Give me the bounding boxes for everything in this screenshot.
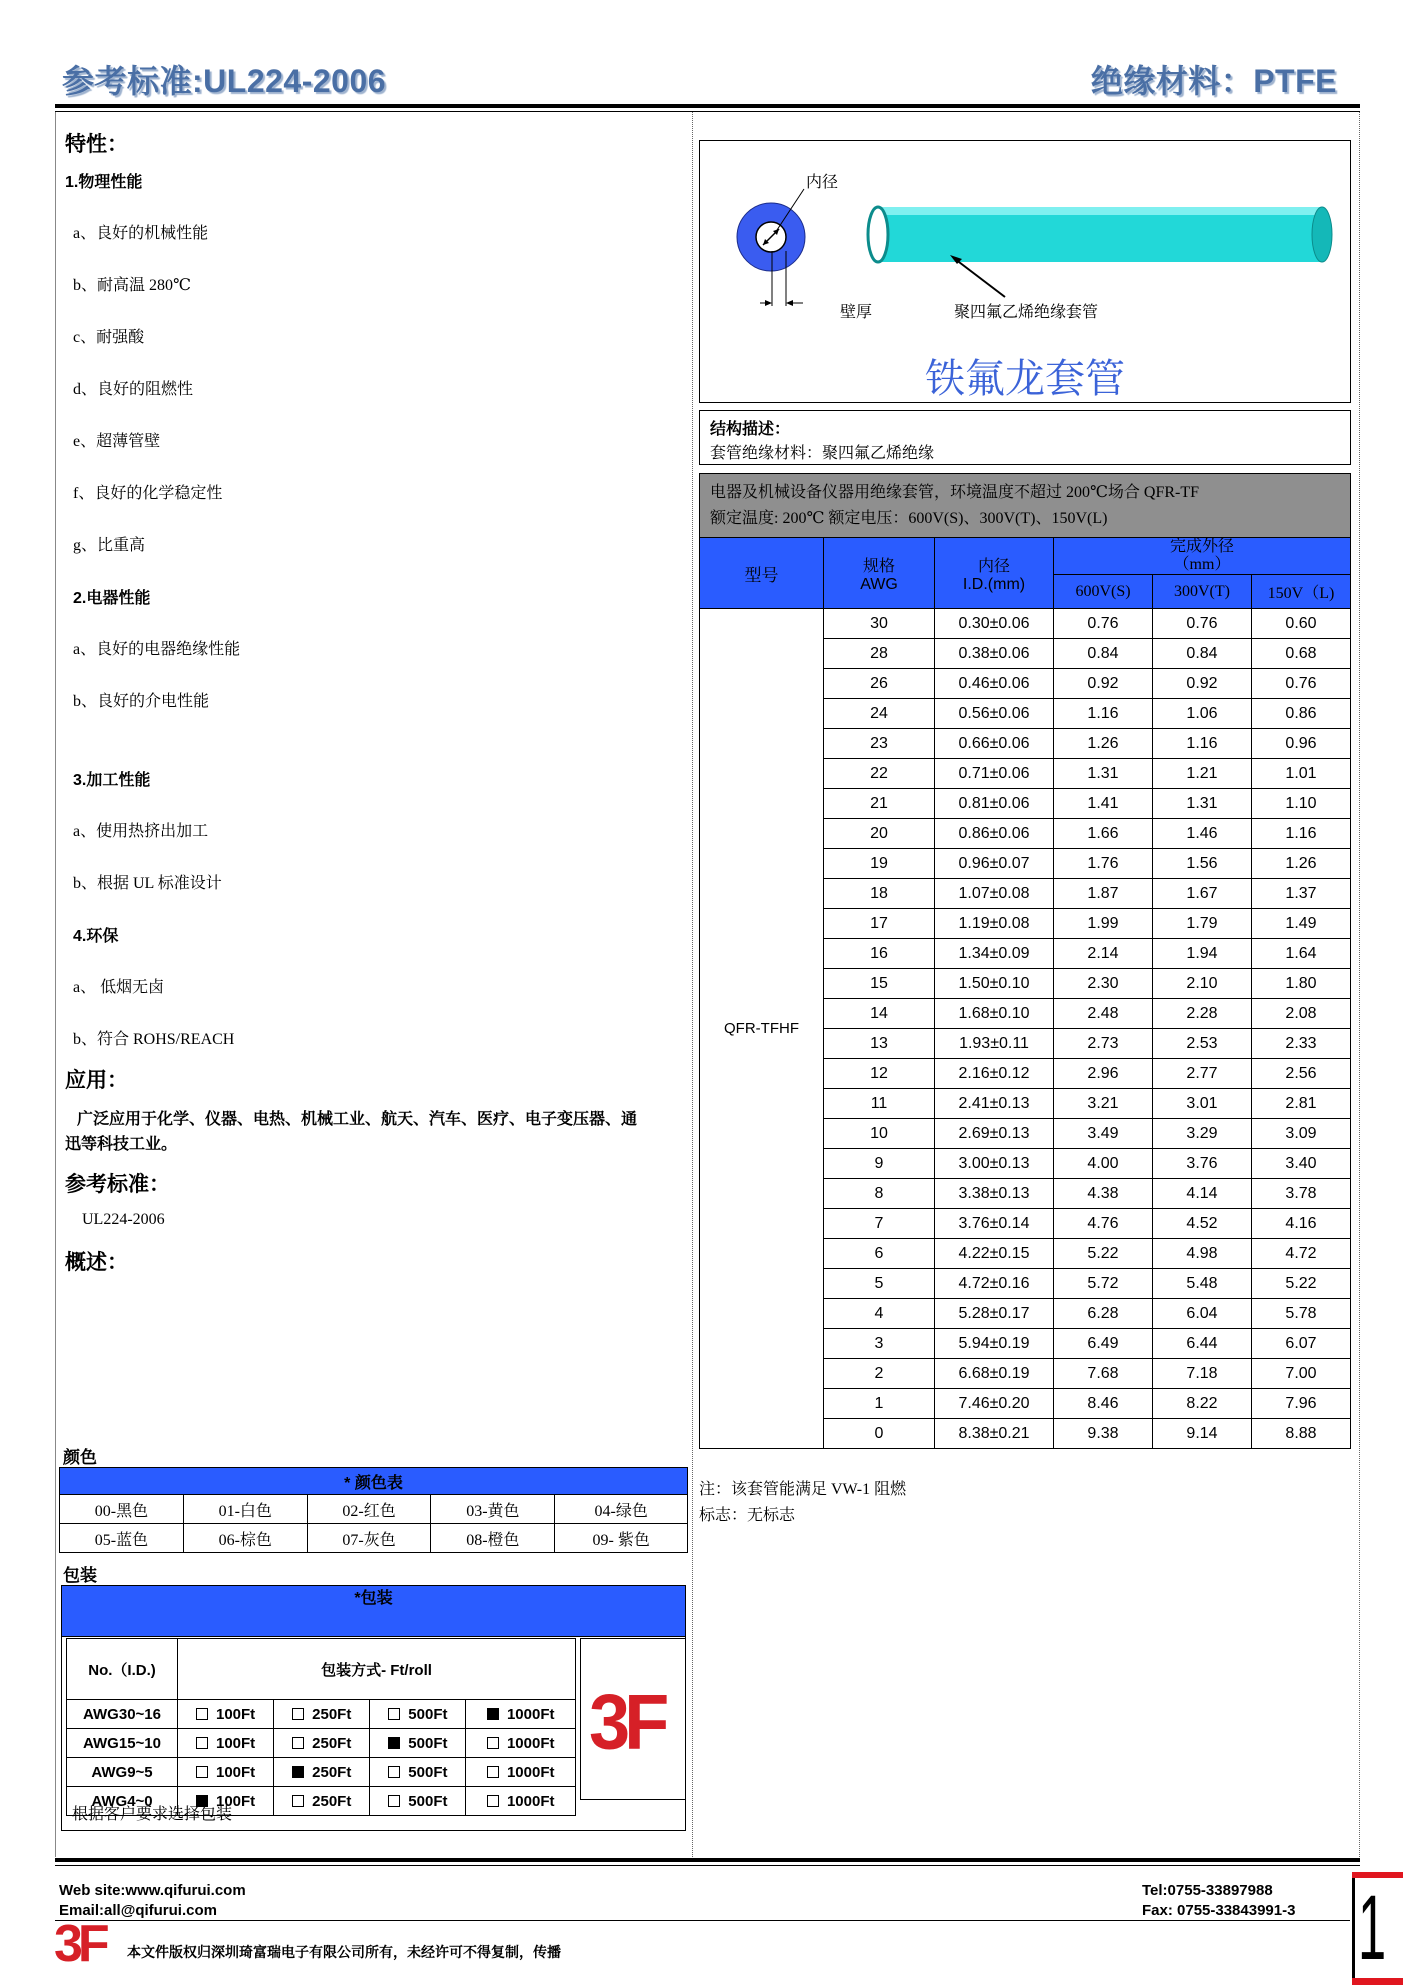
footer-fax: Fax: 0755-33843991-3: [1142, 1902, 1296, 1919]
feature-item: d、良好的阻燃性: [73, 381, 194, 398]
spec-cell: 5.22: [1252, 1269, 1351, 1299]
packaging-option-label: 1000Ft: [506, 1763, 555, 1781]
structure-text: 套管绝缘材料：聚四氟乙烯绝缘: [710, 445, 935, 462]
packaging-option-label: 500Ft: [408, 1734, 448, 1752]
packaging-col-method: 包装方式- Ft/roll: [178, 1639, 576, 1700]
spec-cell: 6.49: [1054, 1329, 1153, 1359]
color-cell: 01-白色: [183, 1495, 307, 1524]
spec-cell: 2.30: [1054, 969, 1153, 999]
spec-cell: 28: [824, 639, 935, 669]
spec-cell: 0.76: [1252, 669, 1351, 699]
spec-cell: 15: [824, 969, 935, 999]
spec-cell: 1.67: [1153, 879, 1252, 909]
spec-cell: 2.08: [1252, 999, 1351, 1029]
spec-header-600v: 600V(S): [1054, 575, 1153, 609]
footer-logo: 3F: [54, 1915, 105, 1973]
label-wall-thickness: 壁厚: [840, 304, 873, 321]
footer-copyright: 本文件版权归深圳琦富瑞电子有限公司所有，未经许可不得复制，传播: [127, 1944, 561, 1960]
spec-header-model: 型号: [700, 538, 824, 609]
structure-box: [699, 410, 1351, 465]
spec-cell: 7.46±0.20: [935, 1389, 1054, 1419]
spec-cell: 4.14: [1153, 1179, 1252, 1209]
spec-cell: 1.31: [1054, 759, 1153, 789]
spec-cell: 0: [824, 1419, 935, 1449]
feature-item: b、符合 ROHS/REACH: [73, 1031, 235, 1048]
spec-cell: 23: [824, 729, 935, 759]
packaging-box: [61, 1585, 686, 1831]
feature-item: a、使用热挤出加工: [73, 823, 209, 840]
spec-cell: 3.76±0.14: [935, 1209, 1054, 1239]
spec-cell: 9: [824, 1149, 935, 1179]
checkbox-unchecked-icon[interactable]: [388, 1708, 400, 1720]
diagram-box: [699, 140, 1351, 403]
packaging-option[interactable]: [178, 1700, 274, 1729]
spec-cell: 1.31: [1153, 789, 1252, 819]
packaging-option[interactable]: [178, 1758, 274, 1787]
spec-header-150v: 150V（L): [1252, 575, 1351, 609]
checkbox-unchecked-icon[interactable]: [196, 1708, 208, 1720]
group-title: 4.环保: [73, 928, 119, 945]
spec-cell: 10: [824, 1119, 935, 1149]
application-text-2: 迅等科技工业。: [65, 1136, 178, 1153]
spec-cell: 1.56: [1153, 849, 1252, 879]
spec-header-od-cn: 完成外径: [1169, 538, 1234, 555]
spec-cell: 3: [824, 1329, 935, 1359]
spec-cell: 0.76: [1054, 609, 1153, 639]
packaging-option-label: 1000Ft: [506, 1792, 555, 1810]
spec-cell: 2: [824, 1359, 935, 1389]
spec-cell: 7.18: [1153, 1359, 1252, 1389]
spec-cell: 4.76: [1054, 1209, 1153, 1239]
packaging-note: 根据客户要求选择包装: [72, 1806, 233, 1823]
spec-cell: 1.94: [1153, 939, 1252, 969]
spec-cell: 0.46±0.06: [935, 669, 1054, 699]
spec-cell: 1.49: [1252, 909, 1351, 939]
spec-header-id-cn: 内径: [977, 557, 1010, 575]
packaging-table: [66, 1638, 576, 1816]
spec-cell: 5: [824, 1269, 935, 1299]
spec-cell: 2.10: [1153, 969, 1252, 999]
spec-cell: 22: [824, 759, 935, 789]
spec-cell: 21: [824, 789, 935, 819]
spec-cell: 3.49: [1054, 1119, 1153, 1149]
spec-cell: 0.68: [1252, 639, 1351, 669]
spec-cell: 5.72: [1054, 1269, 1153, 1299]
feature-item: c、耐强酸: [73, 329, 145, 346]
spec-cell: 2.77: [1153, 1059, 1252, 1089]
spec-cell: 1.01: [1252, 759, 1351, 789]
color-cell: 08-橙色: [431, 1524, 555, 1553]
checkbox-checked-icon[interactable]: [487, 1708, 499, 1720]
packaging-option-label: 250Ft: [312, 1705, 352, 1723]
tube-body: [878, 207, 1322, 262]
spec-cell: 8.46: [1054, 1389, 1153, 1419]
packaging-option-label: 250Ft: [312, 1792, 352, 1810]
label-tube-material: 聚四氟乙烯绝缘套管: [954, 304, 1099, 321]
packaging-range: AWG4~0: [67, 1787, 178, 1816]
overview-title: 概述：: [65, 1251, 128, 1274]
spec-cell: 12: [824, 1059, 935, 1089]
spec-cell: 4.52: [1153, 1209, 1252, 1239]
spec-cell: 0.71±0.06: [935, 759, 1054, 789]
feature-item: e、超薄管壁: [73, 433, 161, 450]
checkbox-unchecked-icon[interactable]: [196, 1766, 208, 1778]
spec-cell: 1.26: [1054, 729, 1153, 759]
feature-item: a、良好的机械性能: [73, 225, 209, 242]
group-title: 3.加工性能: [73, 772, 151, 789]
spec-cell: 5.28±0.17: [935, 1299, 1054, 1329]
spec-cell: 13: [824, 1029, 935, 1059]
header-standard: 参考标准:UL224-2006: [62, 63, 387, 99]
spec-cell: 2.56: [1252, 1059, 1351, 1089]
spec-cell: 0.84: [1054, 639, 1153, 669]
spec-cell: 2.33: [1252, 1029, 1351, 1059]
checkbox-unchecked-icon[interactable]: [292, 1795, 304, 1807]
color-cell: 06-棕色: [183, 1524, 307, 1553]
spec-cell: 2.48: [1054, 999, 1153, 1029]
spec-cell: 11: [824, 1089, 935, 1119]
spec-cell: 1.16: [1252, 819, 1351, 849]
packaging-option[interactable]: [370, 1700, 466, 1729]
spec-header-id-en: I.D.(mm): [962, 575, 1026, 593]
footer-rule-thick: [55, 1858, 1360, 1862]
packaging-option-label: 250Ft: [312, 1763, 352, 1781]
feature-item: g、比重高: [73, 537, 146, 554]
spec-header-awg-en: AWG: [860, 575, 898, 593]
packaging-option-label: 500Ft: [408, 1705, 448, 1723]
spec-cell: 0.86: [1252, 699, 1351, 729]
spec-cell: 8.38±0.21: [935, 1419, 1054, 1449]
spec-cell: 4.16: [1252, 1209, 1351, 1239]
spec-cell: 6.44: [1153, 1329, 1252, 1359]
packaging-option[interactable]: [370, 1787, 466, 1816]
spec-cell: 7.96: [1252, 1389, 1351, 1419]
footer-email: Email:all@qifurui.com: [59, 1902, 217, 1919]
standard-title: 参考标准：: [65, 1173, 170, 1196]
spec-cell: 1.68±0.10: [935, 999, 1054, 1029]
packaging-range: AWG15~10: [67, 1729, 178, 1758]
spec-cell: 4: [824, 1299, 935, 1329]
spec-cell: 6.07: [1252, 1329, 1351, 1359]
footer-rule-thin: [55, 1865, 1360, 1866]
spec-cell: 5.78: [1252, 1299, 1351, 1329]
packaging-option[interactable]: [178, 1729, 274, 1758]
spec-cell: 3.78: [1252, 1179, 1351, 1209]
packaging-row: [67, 1758, 576, 1787]
packaging-option[interactable]: [274, 1758, 370, 1787]
feature-item: f、良好的化学稳定性: [73, 485, 223, 502]
spec-table: [699, 537, 1351, 1449]
color-cell: 05-蓝色: [60, 1524, 184, 1553]
spec-cell: 1.99: [1054, 909, 1153, 939]
packaging-option-label: 100Ft: [215, 1763, 256, 1781]
spec-cell: 9.14: [1153, 1419, 1252, 1449]
spec-model-cell: QFR-TFHF: [700, 609, 824, 1449]
packaging-option-label: 100Ft: [215, 1705, 256, 1723]
color-cell: 09- 紫色: [555, 1524, 688, 1553]
note-flame: 注：该套管能满足 VW-1 阻燃: [699, 1481, 907, 1498]
spec-cell: 2.28: [1153, 999, 1252, 1029]
spec-cell: 9.38: [1054, 1419, 1153, 1449]
spec-cell: 14: [824, 999, 935, 1029]
packaging-option-label: 100Ft: [215, 1792, 256, 1810]
checkbox-checked-icon[interactable]: [292, 1766, 304, 1778]
spec-cell: 1.41: [1054, 789, 1153, 819]
spec-cell: 8.22: [1153, 1389, 1252, 1419]
spec-cell: 2.96: [1054, 1059, 1153, 1089]
structure-title: 结构描述：: [710, 421, 791, 438]
spec-cell: 2.53: [1153, 1029, 1252, 1059]
spec-cell: 5.22: [1054, 1239, 1153, 1269]
footer-divider: [55, 1920, 1350, 1921]
spec-cell: 5.94±0.19: [935, 1329, 1054, 1359]
spec-cell: 3.00±0.13: [935, 1149, 1054, 1179]
spec-cell: 0.76: [1153, 609, 1252, 639]
packaging-logo-cell: [580, 1638, 685, 1800]
spec-cell: 3.21: [1054, 1089, 1153, 1119]
spec-row: [700, 609, 1351, 639]
packaging-option-label: 500Ft: [408, 1763, 448, 1781]
header-rule-thick: [55, 104, 1360, 108]
spec-cell: 1.10: [1252, 789, 1351, 819]
spec-cell: 1.26: [1252, 849, 1351, 879]
group-title: 2.电器性能: [73, 590, 151, 607]
packaging-option-label: 250Ft: [312, 1734, 352, 1752]
spec-cell: 16: [824, 939, 935, 969]
spec-cell: 1.50±0.10: [935, 969, 1054, 999]
spec-cell: 3.38±0.13: [935, 1179, 1054, 1209]
application-text-1: 广泛应用于化学、仪器、电热、机械工业、航天、汽车、医疗、电子变压器、通: [77, 1111, 638, 1128]
spec-cell: 4.22±0.15: [935, 1239, 1054, 1269]
spec-cell: 1.79: [1153, 909, 1252, 939]
spec-cell: 0.60: [1252, 609, 1351, 639]
spec-header-id: [935, 538, 1054, 609]
color-table: [59, 1467, 688, 1553]
color-table-title: * 颜色表: [60, 1468, 688, 1495]
group-title: 1.物理性能: [65, 174, 143, 191]
spec-cell: 4.98: [1153, 1239, 1252, 1269]
spec-cell: 6.28: [1054, 1299, 1153, 1329]
packaging-title: *包装: [62, 1586, 685, 1637]
header-rule-thin: [55, 111, 1360, 112]
spec-cell: 0.30±0.06: [935, 609, 1054, 639]
spec-cell: 4.72±0.16: [935, 1269, 1054, 1299]
checkbox-unchecked-icon[interactable]: [292, 1708, 304, 1720]
spec-cell: 6.68±0.19: [935, 1359, 1054, 1389]
info-box: [699, 473, 1351, 539]
spec-cell: 0.86±0.06: [935, 819, 1054, 849]
feature-item: a、 低烟无卤: [73, 979, 165, 996]
checkbox-unchecked-icon[interactable]: [292, 1737, 304, 1749]
spec-cell: 7.00: [1252, 1359, 1351, 1389]
spec-cell: 0.38±0.06: [935, 639, 1054, 669]
checkbox-unchecked-icon[interactable]: [487, 1795, 499, 1807]
spec-cell: 19: [824, 849, 935, 879]
color-cell: 03-黄色: [431, 1495, 555, 1524]
packaging-section-label: 包装: [63, 1566, 97, 1585]
spec-cell: 8.88: [1252, 1419, 1351, 1449]
checkbox-unchecked-icon[interactable]: [388, 1766, 400, 1778]
spec-cell: 1.80: [1252, 969, 1351, 999]
column-divider: [692, 112, 693, 1857]
spec-cell: 1.66: [1054, 819, 1153, 849]
spec-cell: 1.76: [1054, 849, 1153, 879]
checkbox-unchecked-icon[interactable]: [487, 1766, 499, 1778]
spec-header-300v: 300V(T): [1153, 575, 1252, 609]
info-line-2: 额定温度: 200℃ 额定电压：600V(S)、300V(T)、150V(L): [710, 510, 1108, 527]
packaging-col-no: No.（I.D.): [67, 1639, 178, 1700]
spec-cell: 0.96: [1252, 729, 1351, 759]
checkbox-unchecked-icon[interactable]: [487, 1737, 499, 1749]
page-number: 1: [1358, 1877, 1387, 1979]
spec-cell: 18: [824, 879, 935, 909]
page-number-tab: [1352, 1872, 1403, 1985]
spec-cell: 0.56±0.06: [935, 699, 1054, 729]
spec-cell: 3.01: [1153, 1089, 1252, 1119]
features-title: 特性：: [65, 133, 128, 156]
spec-cell: 7: [824, 1209, 935, 1239]
packaging-option-label: 500Ft: [408, 1792, 448, 1810]
spec-cell: 4.38: [1054, 1179, 1153, 1209]
spec-cell: 0.92: [1054, 669, 1153, 699]
spec-cell: 1.06: [1153, 699, 1252, 729]
label-inner-diameter: 内径: [806, 174, 839, 191]
spec-header-od-unit: （mm）: [1173, 556, 1231, 573]
packaging-range: AWG30~16: [67, 1700, 178, 1729]
standard-value: UL224-2006: [82, 1211, 165, 1228]
packaging-row: [67, 1700, 576, 1729]
packaging-option[interactable]: [370, 1758, 466, 1787]
spec-cell: 0.96±0.07: [935, 849, 1054, 879]
color-section-label: 颜色: [63, 1448, 97, 1467]
frame-left: [55, 112, 56, 1857]
checkbox-unchecked-icon[interactable]: [388, 1795, 400, 1807]
spec-cell: 2.69±0.13: [935, 1119, 1054, 1149]
spec-cell: 0.92: [1153, 669, 1252, 699]
packaging-option[interactable]: [274, 1729, 370, 1758]
packaging-option[interactable]: [466, 1787, 576, 1816]
spec-cell: 6: [824, 1239, 935, 1269]
footer-website: Web site:www.qifurui.com: [59, 1882, 246, 1899]
spec-cell: 1.64: [1252, 939, 1351, 969]
feature-item: b、良好的介电性能: [73, 693, 210, 710]
spec-header-awg: [824, 538, 935, 609]
spec-cell: 4.00: [1054, 1149, 1153, 1179]
packaging-option[interactable]: [466, 1700, 576, 1729]
spec-cell: 3.29: [1153, 1119, 1252, 1149]
spec-cell: 1.07±0.08: [935, 879, 1054, 909]
spec-cell: 3.76: [1153, 1149, 1252, 1179]
packaging-option-label: 1000Ft: [506, 1734, 555, 1752]
feature-item: b、根据 UL 标准设计: [73, 875, 222, 892]
brand-logo: 3F: [589, 1677, 664, 1766]
spec-cell: 1: [824, 1389, 935, 1419]
spec-cell: 8: [824, 1179, 935, 1209]
spec-header-od: [1054, 538, 1351, 575]
header-material: 绝缘材料：PTFE: [1090, 63, 1337, 99]
spec-cell: 6.04: [1153, 1299, 1252, 1329]
application-title: 应用：: [65, 1069, 128, 1092]
spec-cell: 1.87: [1054, 879, 1153, 909]
spec-cell: 1.21: [1153, 759, 1252, 789]
spec-cell: 1.34±0.09: [935, 939, 1054, 969]
spec-cell: 2.73: [1054, 1029, 1153, 1059]
packaging-option[interactable]: [274, 1787, 370, 1816]
diagram-title: 铁氟龙套管: [925, 356, 1125, 401]
feature-item: b、耐高温 280℃: [73, 277, 191, 294]
color-cell: 02-红色: [307, 1495, 431, 1524]
spec-cell: 3.40: [1252, 1149, 1351, 1179]
spec-cell: 2.41±0.13: [935, 1089, 1054, 1119]
color-cell: 04-绿色: [555, 1495, 688, 1524]
frame-right: [1359, 112, 1360, 1857]
footer-tel: Tel:0755-33897988: [1142, 1882, 1273, 1899]
spec-cell: 1.93±0.11: [935, 1029, 1054, 1059]
spec-cell: 0.84: [1153, 639, 1252, 669]
info-line-1: 电器及机械设备仪器用绝缘套管，环境温度不超过 200℃场合 QFR-TF: [710, 484, 1200, 501]
spec-cell: 17: [824, 909, 935, 939]
spec-header-awg-cn: 规格: [862, 557, 895, 575]
spec-cell: 2.16±0.12: [935, 1059, 1054, 1089]
spec-cell: 1.37: [1252, 879, 1351, 909]
packaging-option[interactable]: [466, 1758, 576, 1787]
packaging-option[interactable]: [370, 1729, 466, 1758]
packaging-range: AWG9~5: [67, 1758, 178, 1787]
packaging-row: [67, 1729, 576, 1758]
packaging-option-label: 1000Ft: [506, 1705, 555, 1723]
spec-cell: 0.81±0.06: [935, 789, 1054, 819]
spec-cell: 5.48: [1153, 1269, 1252, 1299]
packaging-option[interactable]: [274, 1700, 370, 1729]
spec-cell: 1.16: [1054, 699, 1153, 729]
spec-cell: 2.81: [1252, 1089, 1351, 1119]
spec-cell: 2.14: [1054, 939, 1153, 969]
feature-item: a、良好的电器绝缘性能: [73, 641, 241, 658]
spec-cell: 3.09: [1252, 1119, 1351, 1149]
packaging-option-label: 100Ft: [215, 1734, 256, 1752]
note-marking: 标志：无标志: [699, 1507, 796, 1524]
checkbox-checked-icon[interactable]: [388, 1737, 400, 1749]
spec-cell: 7.68: [1054, 1359, 1153, 1389]
packaging-option[interactable]: [466, 1729, 576, 1758]
color-cell: 07-灰色: [307, 1524, 431, 1553]
checkbox-unchecked-icon[interactable]: [196, 1737, 208, 1749]
spec-cell: 30: [824, 609, 935, 639]
spec-cell: 26: [824, 669, 935, 699]
spec-cell: 4.72: [1252, 1239, 1351, 1269]
spec-cell: 0.66±0.06: [935, 729, 1054, 759]
spec-cell: 1.46: [1153, 819, 1252, 849]
color-cell: 00-黑色: [60, 1495, 184, 1524]
spec-cell: 1.16: [1153, 729, 1252, 759]
spec-cell: 1.19±0.08: [935, 909, 1054, 939]
spec-cell: 24: [824, 699, 935, 729]
spec-cell: 20: [824, 819, 935, 849]
